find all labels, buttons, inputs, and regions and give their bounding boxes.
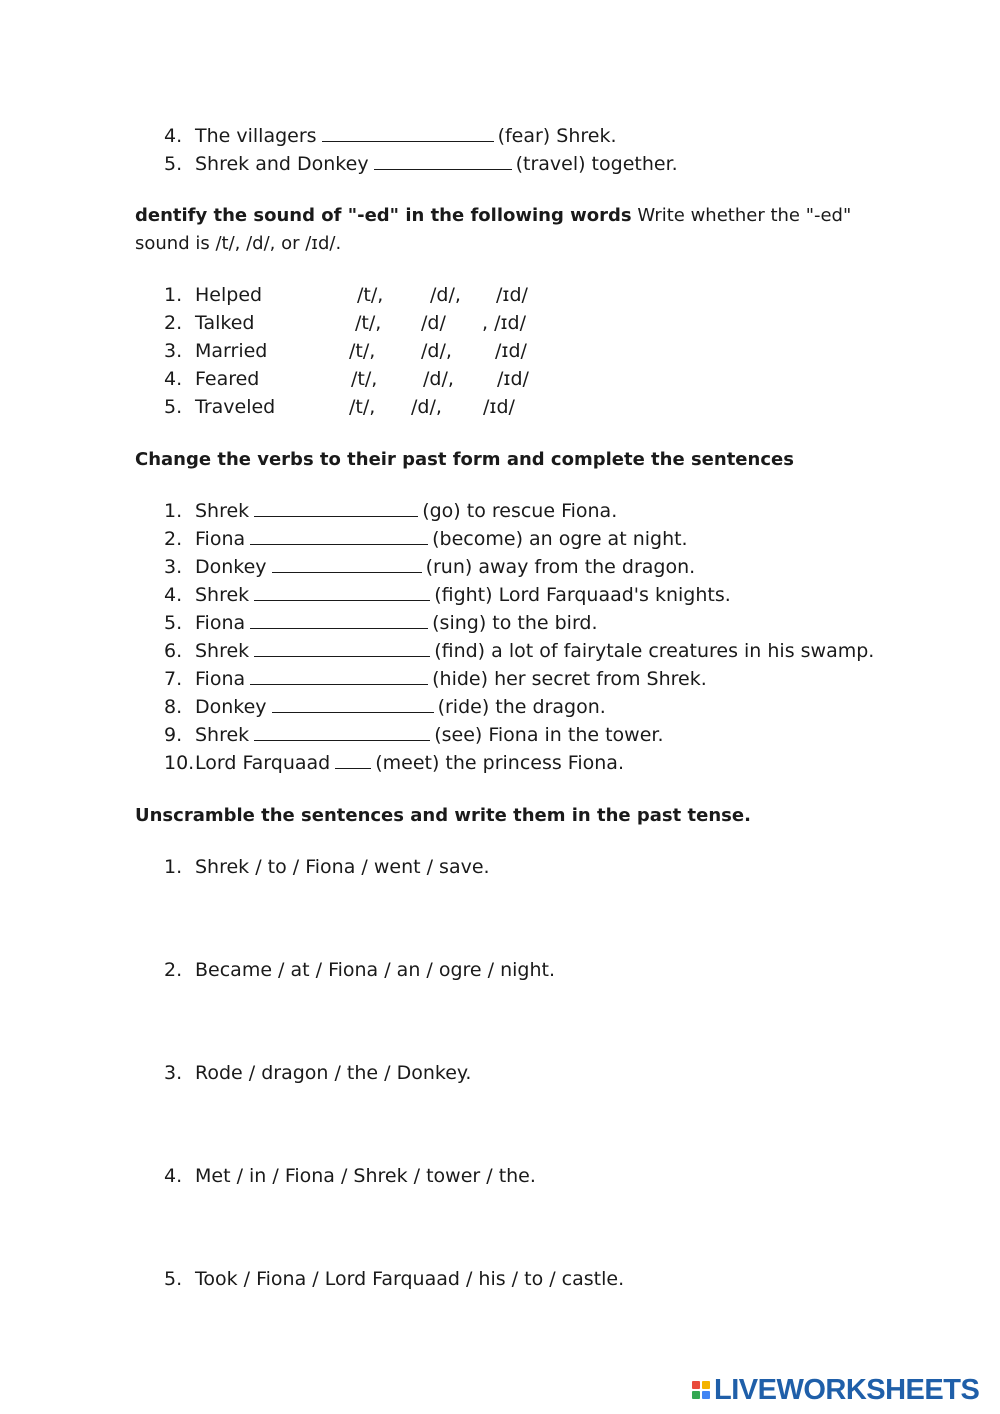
- answer-blank[interactable]: [374, 150, 512, 170]
- sound-exercise-heading: [135, 202, 875, 258]
- answer-blank[interactable]: [272, 553, 422, 573]
- answer-blank[interactable]: [335, 749, 371, 769]
- item-text-after: (meet) the princess Fiona.: [375, 752, 624, 774]
- item-number: 4.: [164, 1165, 183, 1187]
- sound-option[interactable]: /d/: [421, 312, 446, 334]
- list-item: [164, 1059, 624, 1162]
- answer-blank[interactable]: [322, 122, 494, 142]
- item-text-before: Donkey: [195, 696, 267, 718]
- sound-option[interactable]: /ɪd/: [483, 396, 515, 418]
- item-number: 10.: [164, 752, 195, 774]
- sound-option[interactable]: /t/,: [355, 312, 382, 334]
- item-text-before: Fiona: [195, 668, 246, 690]
- list-item: [164, 393, 664, 421]
- sound-option[interactable]: /d/,: [421, 340, 452, 362]
- sound-option[interactable]: /ɪd/: [495, 340, 527, 362]
- item-word: Feared: [195, 368, 260, 390]
- sound-option[interactable]: /t/,: [349, 340, 376, 362]
- list-item: [164, 150, 678, 178]
- item-number: 1.: [164, 284, 183, 306]
- logo-square: [702, 1391, 710, 1399]
- item-text-after: (see) Fiona in the tower.: [434, 724, 664, 746]
- list-item: [164, 337, 664, 365]
- item-text-before: The villagers: [195, 125, 317, 147]
- answer-blank[interactable]: [250, 609, 428, 629]
- item-text-before: Shrek and Donkey: [195, 153, 369, 175]
- scrambled-sentence: Shrek / to / Fiona / went / save.: [195, 856, 490, 878]
- item-number: 5.: [164, 612, 183, 634]
- list-item: [164, 365, 664, 393]
- unscramble-heading: Unscramble the sentences and write them in the past tense.: [135, 805, 751, 826]
- list-item: [164, 1162, 624, 1265]
- item-text-after: (travel) together.: [515, 153, 678, 175]
- item-number: 3.: [164, 556, 183, 578]
- list-item: [164, 693, 874, 721]
- list-item: [164, 1265, 624, 1368]
- list-item: [164, 525, 874, 553]
- sound-option[interactable]: /ɪd/: [496, 284, 528, 306]
- answer-blank[interactable]: [254, 637, 430, 657]
- list-item: [164, 665, 874, 693]
- item-word: Traveled: [195, 396, 276, 418]
- answer-blank[interactable]: [250, 525, 428, 545]
- item-number: 3.: [164, 340, 183, 362]
- item-text-before: Shrek: [195, 640, 250, 662]
- item-number: 5.: [164, 1268, 183, 1290]
- item-number: 8.: [164, 696, 183, 718]
- item-number: 2.: [164, 959, 183, 981]
- item-text-after: (hide) her secret from Shrek.: [432, 668, 707, 690]
- scrambled-sentence: Became / at / Fiona / an / ogre / night.: [195, 959, 556, 981]
- item-number: 4.: [164, 368, 183, 390]
- item-text-after: (run) away from the dragon.: [425, 556, 696, 578]
- sound-heading-bold: dentify the sound of "-ed" in the following words: [135, 205, 632, 226]
- sound-option[interactable]: /t/,: [351, 368, 378, 390]
- scrambled-sentence: Took / Fiona / Lord Farquaad / his / to / castle.: [195, 1268, 625, 1290]
- logo-square: [692, 1391, 700, 1399]
- fill-in-list-continued: [164, 122, 678, 178]
- item-text-after: (become) an ogre at night.: [432, 528, 688, 550]
- answer-blank[interactable]: [254, 721, 430, 741]
- answer-blank[interactable]: [254, 581, 430, 601]
- sound-option[interactable]: /d/,: [423, 368, 454, 390]
- item-text-before: Fiona: [195, 612, 246, 634]
- list-item: [164, 956, 624, 1059]
- item-word: Talked: [195, 312, 255, 334]
- list-item: [164, 122, 678, 150]
- item-text-before: Donkey: [195, 556, 267, 578]
- list-item: [164, 853, 624, 956]
- item-number: 6.: [164, 640, 183, 662]
- item-number: 5.: [164, 153, 183, 175]
- item-number: 9.: [164, 724, 183, 746]
- list-item: [164, 553, 874, 581]
- scrambled-sentence: Met / in / Fiona / Shrek / tower / the.: [195, 1165, 536, 1187]
- sound-list: [164, 281, 664, 421]
- item-number: 2.: [164, 312, 183, 334]
- item-text-before: Fiona: [195, 528, 246, 550]
- sound-option[interactable]: /t/,: [357, 284, 384, 306]
- list-item: [164, 749, 874, 777]
- logo-text: LIVEWORKSHEETS: [714, 1373, 980, 1406]
- sound-option[interactable]: /d/,: [430, 284, 461, 306]
- item-number: 1.: [164, 856, 183, 878]
- list-item: [164, 497, 874, 525]
- item-number: 1.: [164, 500, 183, 522]
- sound-heading-instruction: Write whether the "-ed" sound is /t/, /d/, or /ɪd/.: [135, 205, 852, 254]
- scrambled-sentence: Rode / dragon / the / Donkey.: [195, 1062, 472, 1084]
- list-item: [164, 581, 874, 609]
- item-text-before: Shrek: [195, 584, 250, 606]
- item-text-after: (ride) the dragon.: [437, 696, 606, 718]
- item-text-before: Lord Farquaad: [195, 752, 331, 774]
- item-text-after: (fight) Lord Farquaad's knights.: [434, 584, 731, 606]
- item-number: 5.: [164, 396, 183, 418]
- list-item: [164, 637, 874, 665]
- item-word: Married: [195, 340, 268, 362]
- answer-blank[interactable]: [250, 665, 428, 685]
- logo-mark-icon: [692, 1381, 710, 1399]
- logo-square: [702, 1381, 710, 1389]
- logo-square: [692, 1381, 700, 1389]
- item-number: 2.: [164, 528, 183, 550]
- item-number: 4.: [164, 584, 183, 606]
- answer-blank[interactable]: [254, 497, 418, 517]
- answer-blank[interactable]: [272, 693, 434, 713]
- past-form-list: [164, 497, 874, 777]
- list-item: [164, 309, 664, 337]
- item-text-after: (find) a lot of fairytale creatures in his swamp.: [434, 640, 875, 662]
- sound-option[interactable]: /ɪd/: [497, 368, 529, 390]
- item-number: 7.: [164, 668, 183, 690]
- item-text-before: Shrek: [195, 500, 250, 522]
- list-item: [164, 281, 664, 309]
- sound-option[interactable]: /d/,: [411, 396, 442, 418]
- item-number: 4.: [164, 125, 183, 147]
- past-form-heading: Change the verbs to their past form and complete the sentences: [135, 449, 794, 470]
- item-text-before: Shrek: [195, 724, 250, 746]
- sound-option[interactable]: , /ɪd/: [482, 312, 527, 334]
- item-word: Helped: [195, 284, 263, 306]
- liveworksheets-logo: [692, 1372, 988, 1408]
- item-text-after: (go) to rescue Fiona.: [422, 500, 618, 522]
- item-text-after: (fear) Shrek.: [497, 125, 617, 147]
- list-item: [164, 721, 874, 749]
- item-number: 3.: [164, 1062, 183, 1084]
- list-item: [164, 609, 874, 637]
- item-text-after: (sing) to the bird.: [432, 612, 598, 634]
- unscramble-list: [164, 853, 624, 1368]
- sound-option[interactable]: /t/,: [349, 396, 376, 418]
